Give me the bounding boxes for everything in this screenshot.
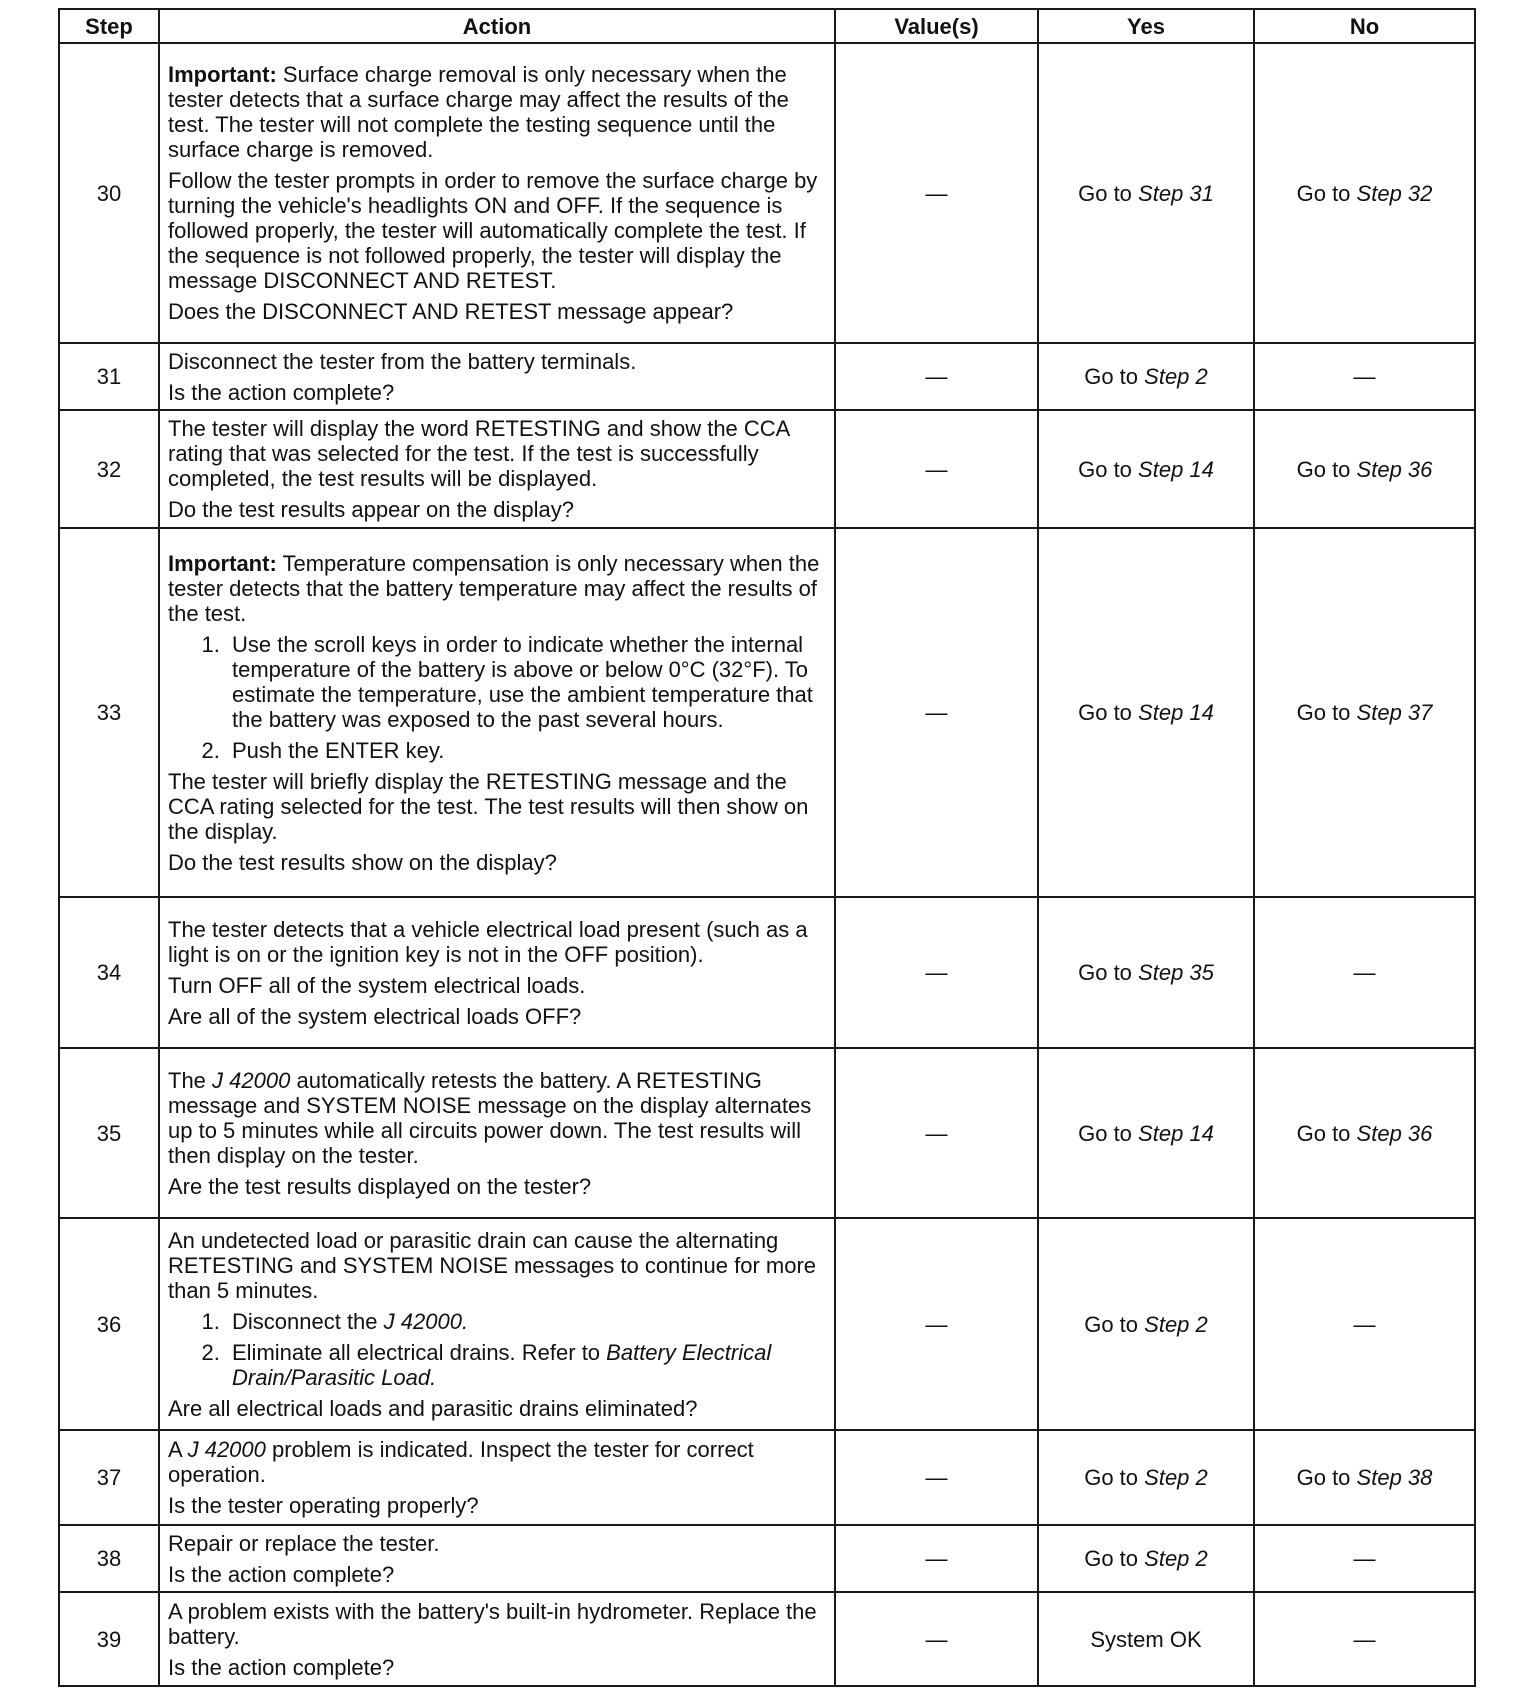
action-text: Repair or replace the tester. [168,1530,440,1556]
yes-cell: Go to Step 2 [1038,343,1254,410]
step-link[interactable]: Step 36 [1356,1120,1433,1146]
value-cell: — [835,1525,1038,1592]
yes-cell: Go to Step 2 [1038,1218,1254,1430]
step-number: 37 [59,1430,159,1525]
action-text: The tester detects that a vehicle electrical load present (such as a light is on or the ignition key is not in the OFF position). [168,916,808,967]
action-cell [159,343,835,410]
step-number: 33 [59,528,159,897]
action-text: A J 42000 problem is indicated. Inspect the tester for correct operation. [168,1437,754,1487]
table-row [59,897,1475,1048]
table-row [59,43,1475,343]
action-cell [159,1048,835,1218]
no-cell: Go to Step 37 [1254,528,1475,897]
value-cell: — [835,1592,1038,1686]
action-text: The tester will display the word RETESTING and show the CCA rating that was selected for the test. If the test is successfully completed, the test results will be displayed. [168,416,790,491]
list-item: 2. Eliminate all electrical drains. Refer to Battery Electrical Drain/Parasitic Load. [226,1340,826,1390]
list-item: 2. Push the ENTER key. [226,738,826,763]
action-text: Turn OFF all of the system electrical loads. [168,972,586,998]
action-list [168,632,826,763]
value-cell: — [835,528,1038,897]
table-row [59,528,1475,897]
action-question: Do the test results appear on the display? [168,497,575,522]
no-cell: — [1254,343,1475,410]
no-cell: Go to Step 38 [1254,1430,1475,1525]
action-cell [159,528,835,897]
step-link[interactable]: Step 2 [1144,1465,1208,1490]
action-text: Follow the tester prompts in order to remove the surface charge by turning the vehicle's headlights ON and OFF. If the sequence is followed properly, the tester will automatically complete the test. If the sequence is not followed properly, the tester will display the message DISCONNECT AND RETEST. [168,168,818,293]
header-step: Step [59,9,159,43]
important-note: Important: Surface charge removal is only necessary when the tester detects that a surface charge may affect the results of the test. The tester will not complete the testing sequence until the surface charge is removed. [168,62,789,162]
step-number: 30 [59,43,159,343]
no-cell: Go to Step 36 [1254,410,1475,528]
action-cell [159,1430,835,1525]
header-no: No [1254,9,1475,43]
table-row [59,1048,1475,1218]
step-link[interactable]: Step 14 [1138,1120,1214,1146]
no-cell: — [1254,1218,1475,1430]
step-link[interactable]: Step 31 [1138,180,1214,206]
step-link[interactable]: Step 14 [1138,700,1214,725]
action-question: Is the tester operating properly? [168,1493,479,1518]
action-cell [159,43,835,343]
action-text: The tester will briefly display the RETESTING message and the CCA rating selected for the test. The test results will then show on the display. [168,768,809,844]
step-number: 31 [59,343,159,410]
action-question: Are all of the system electrical loads OFF? [168,1003,582,1029]
reference-link[interactable]: Battery Electrical Drain/Parasitic Load. [232,1339,772,1390]
action-text: Disconnect the tester from the battery terminals. [168,348,637,374]
no-cell: — [1254,1592,1475,1686]
table-row [59,1525,1475,1592]
action-question: Do the test results show on the display? [168,849,557,875]
step-number: 34 [59,897,159,1048]
step-link[interactable]: Step 36 [1356,456,1433,482]
important-label: Important: [168,550,277,576]
table-row [59,1218,1475,1430]
action-cell [159,1218,835,1430]
action-text: An undetected load or parasitic drain can cause the alternating RETESTING and SYSTEM NOISE messages to continue for more than 5 minutes. [168,1227,817,1303]
step-link[interactable]: Step 2 [1144,364,1208,389]
value-cell: — [835,1218,1038,1430]
table-row [59,343,1475,410]
action-question: Are the test results displayed on the tester? [168,1173,592,1199]
value-cell: — [835,1048,1038,1218]
important-label: Important: [168,62,277,87]
header-yes: Yes [1038,9,1254,43]
action-text: The J 42000 automatically retests the battery. A RETESTING message and SYSTEM NOISE message on the display alternates up to 5 minutes while all circuits power down. The test results will then display on the tester. [168,1067,812,1168]
yes-cell: Go to Step 2 [1038,1525,1254,1592]
header-values: Value(s) [835,9,1038,43]
action-list [168,1309,826,1390]
yes-cell: Go to Step 14 [1038,410,1254,528]
action-cell [159,1525,835,1592]
important-note: Important: Temperature compensation is only necessary when the tester detects that the battery temperature may affect the results of the test. [168,550,820,626]
action-text: A problem exists with the battery's built-in hydrometer. Replace the battery. [168,1598,817,1649]
yes-cell: Go to Step 31 [1038,43,1254,343]
step-link[interactable]: Step 35 [1138,960,1214,985]
no-cell: Go to Step 36 [1254,1048,1475,1218]
value-cell: — [835,1430,1038,1525]
step-link[interactable]: Step 37 [1356,700,1433,725]
step-number: 32 [59,410,159,528]
value-cell: — [835,410,1038,528]
action-question: Is the action complete? [168,1654,395,1680]
action-cell [159,897,835,1048]
value-cell: — [835,343,1038,410]
list-item: 1. Use the scroll keys in order to indicate whether the internal temperature of the battery is above or below 0°C (32°F). To estimate the temperature, use the ambient temperature that the battery was exposed to the past several hours. [226,632,826,732]
list-item: 1. Disconnect the J 42000. [226,1309,826,1334]
header-row [59,9,1475,43]
action-question: Is the action complete? [168,379,395,405]
table-row [59,1592,1475,1686]
table-row [59,1430,1475,1525]
step-link[interactable]: Step 32 [1356,180,1433,206]
yes-cell: Go to Step 14 [1038,1048,1254,1218]
value-cell: — [835,43,1038,343]
step-link[interactable]: Step 2 [1144,1546,1208,1571]
tool-name: J 42000 [212,1067,291,1093]
action-question: Is the action complete? [168,1561,395,1587]
action-question: Does the DISCONNECT AND RETEST message appear? [168,299,734,324]
action-cell [159,1592,835,1686]
action-question: Are all electrical loads and parasitic drains eliminated? [168,1395,698,1421]
yes-cell: Go to Step 14 [1038,528,1254,897]
tool-name: J 42000 [187,1437,266,1462]
no-cell: — [1254,1525,1475,1592]
yes-cell: Go to Step 35 [1038,897,1254,1048]
tool-name: J 42000. [383,1308,469,1334]
value-cell: — [835,897,1038,1048]
step-number: 36 [59,1218,159,1430]
step-number: 38 [59,1525,159,1592]
step-link[interactable]: Step 38 [1356,1465,1433,1490]
step-link[interactable]: Step 2 [1144,1311,1208,1337]
no-cell: — [1254,897,1475,1048]
action-cell [159,410,835,528]
yes-cell: System OK [1038,1592,1254,1686]
step-number: 35 [59,1048,159,1218]
yes-cell: Go to Step 2 [1038,1430,1254,1525]
step-link[interactable]: Step 14 [1138,456,1214,482]
step-number: 39 [59,1592,159,1686]
no-cell: Go to Step 32 [1254,43,1475,343]
header-action: Action [159,9,835,43]
table-row [59,410,1475,528]
diagnostic-table [58,8,1476,1687]
